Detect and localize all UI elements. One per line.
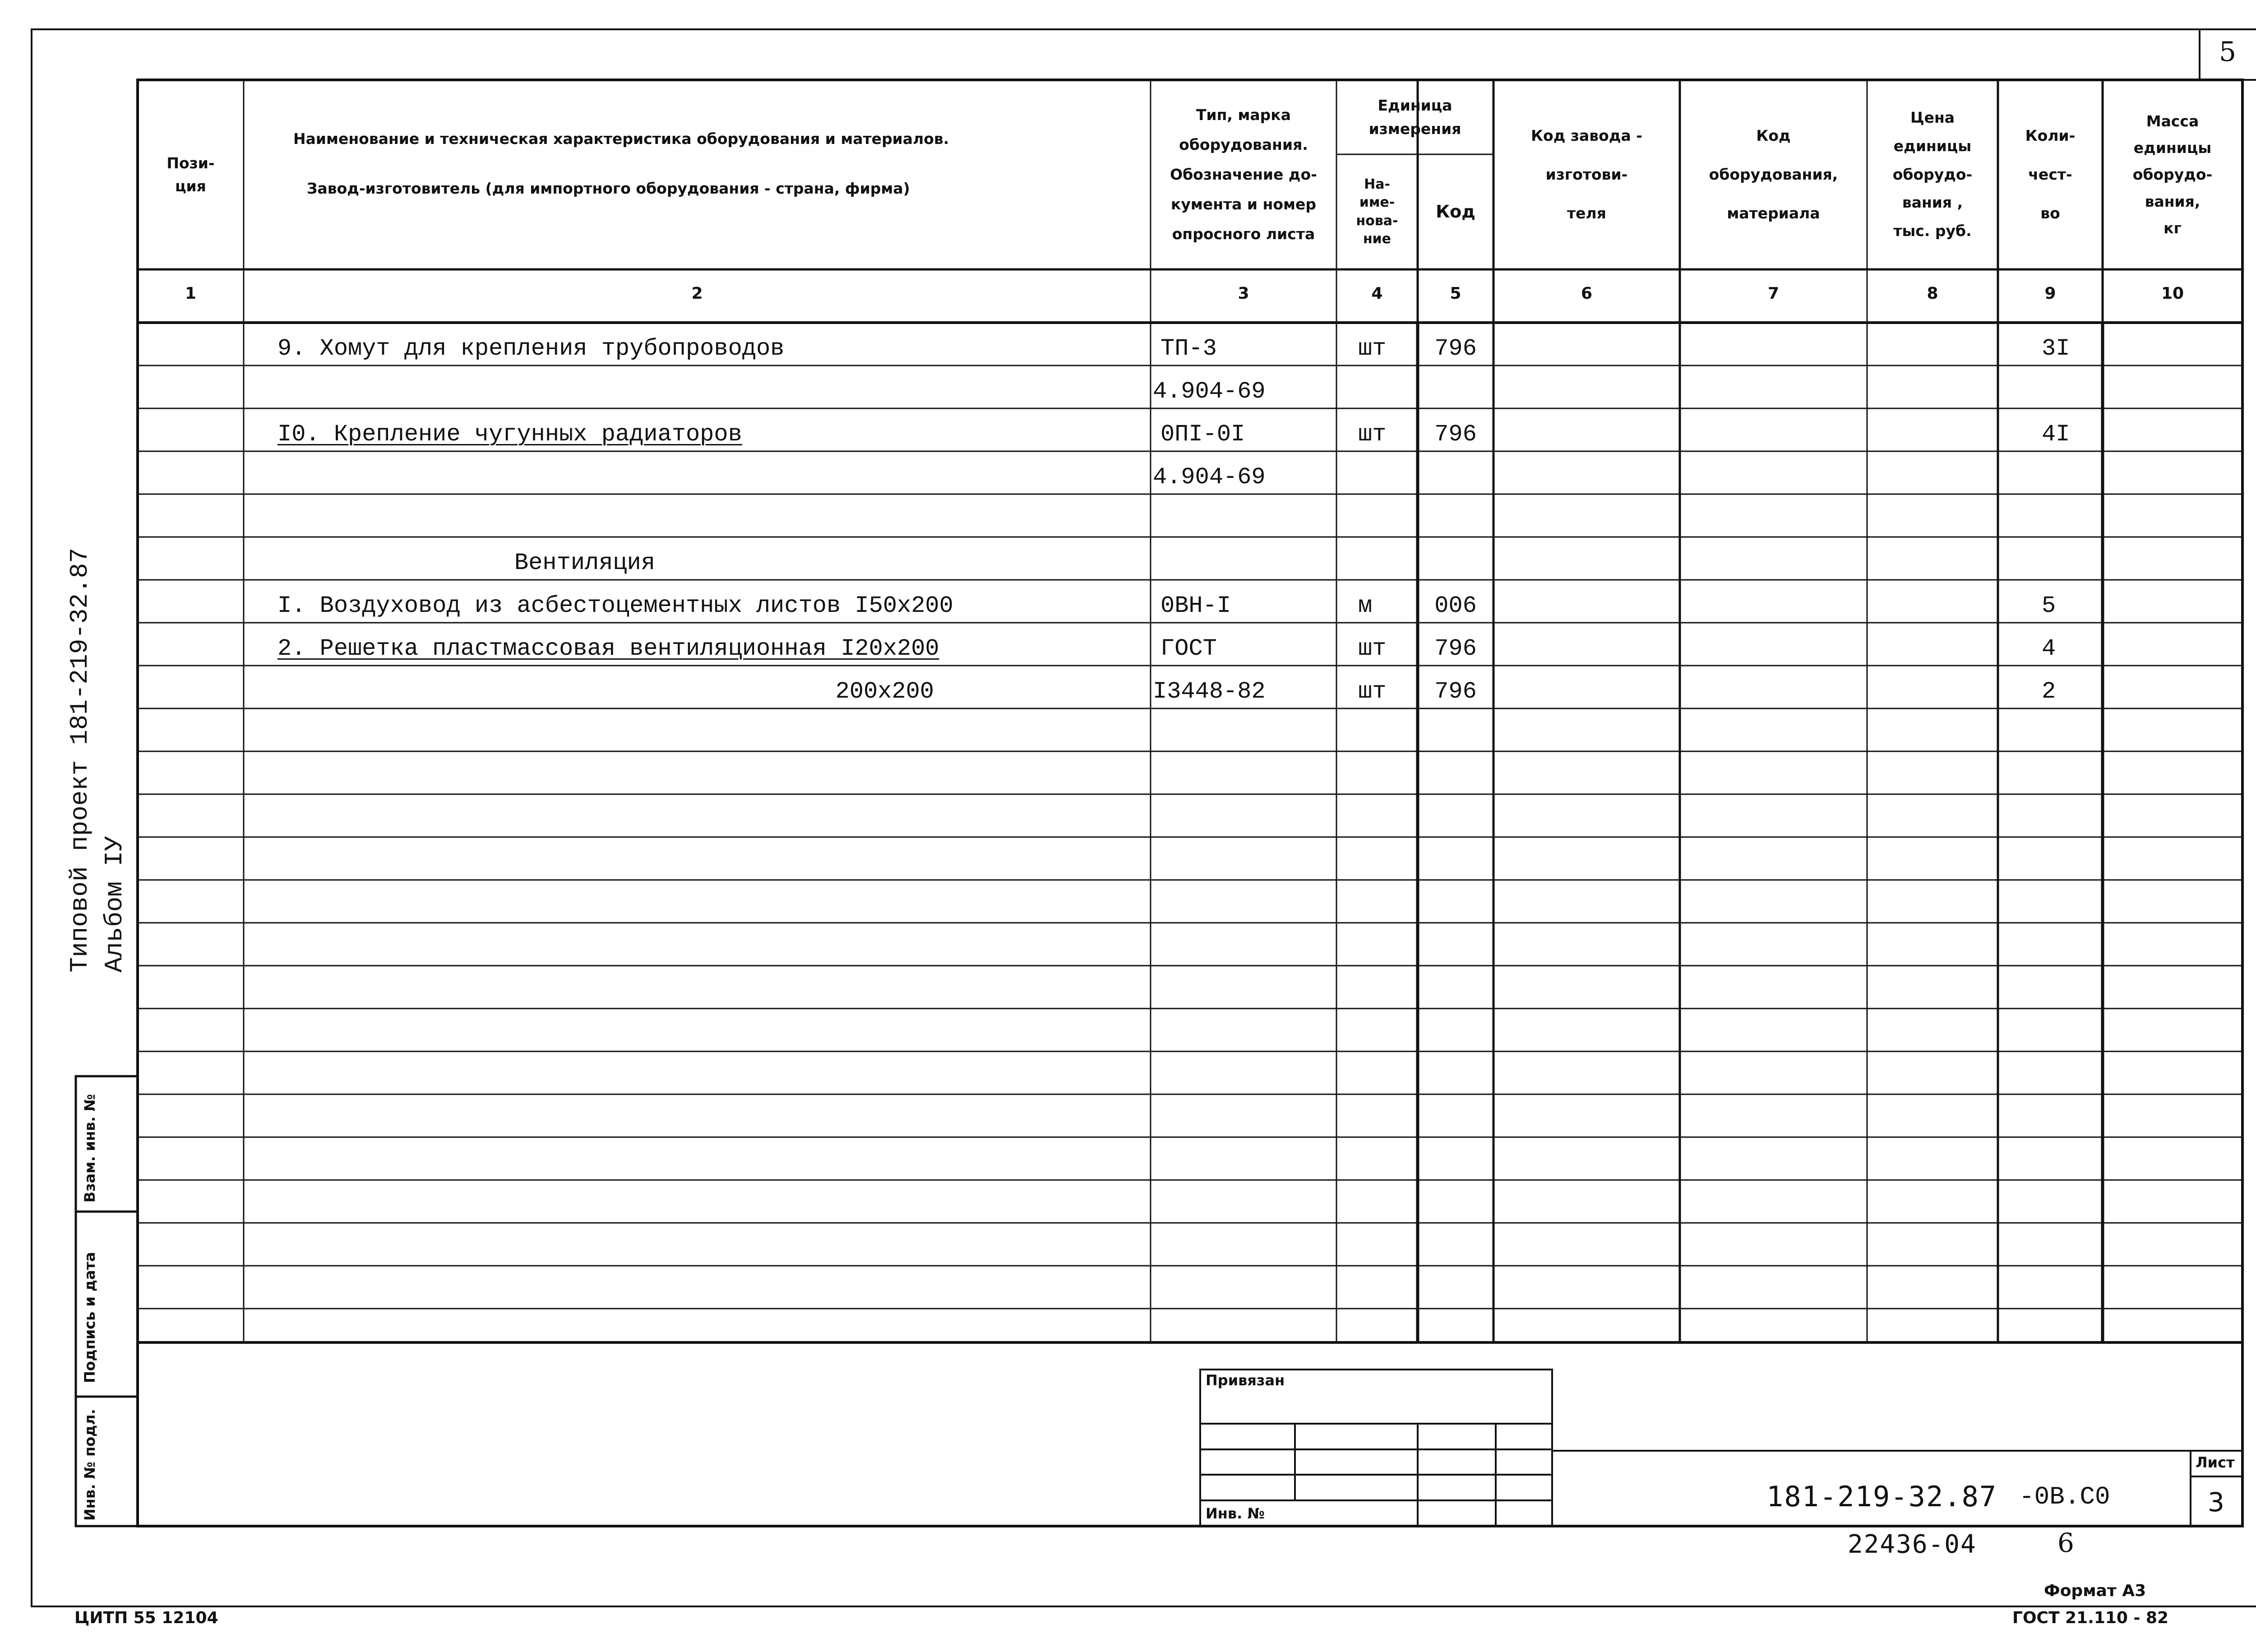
row-type: 0ПI-0I bbox=[1160, 421, 1245, 448]
row-type: ГОСТ bbox=[1160, 635, 1217, 662]
archive-code: 22436-04 bbox=[1848, 1530, 1977, 1559]
column-number: 9 bbox=[2044, 284, 2056, 303]
project-title: Типовой проект 181-219-32.87 bbox=[65, 548, 94, 972]
stamp-signature-date: Подпись и дата bbox=[81, 1252, 98, 1383]
row-quantity: 3I bbox=[2042, 335, 2070, 362]
row-unit: м bbox=[1358, 592, 1373, 619]
header-position: Пози- ция bbox=[166, 154, 215, 195]
list-label: Лист bbox=[2196, 1454, 2235, 1471]
row-unit-code: 796 bbox=[1434, 635, 1477, 662]
row-name: 200x200 bbox=[835, 678, 934, 705]
row-type: 4.904-69 bbox=[1153, 378, 1266, 405]
row-quantity: 2 bbox=[2042, 678, 2056, 705]
row-unit-code: 006 bbox=[1434, 592, 1477, 619]
header-unit-name: На- име- нова- ние bbox=[1356, 176, 1398, 247]
header-quantity: Коли- чест- во bbox=[2025, 127, 2076, 222]
stamp-replaced-inv: Взам. инв. № bbox=[81, 1094, 98, 1203]
row-unit: шт bbox=[1358, 335, 1387, 362]
row-name: I. Воздуховод из асбестоцементных листов I50x200 bbox=[277, 592, 953, 619]
format-label: Формат А3 bbox=[2044, 1582, 2146, 1600]
inv-no-label: Инв. № bbox=[1206, 1505, 1265, 1522]
header-type-mark: Тип, марка оборудования. Обозначение до- кумента и номер опросного листа bbox=[1170, 106, 1317, 243]
column-number: 4 bbox=[1371, 284, 1383, 303]
list-number: 3 bbox=[2208, 1487, 2224, 1518]
header-unit-mass: Масса единицы оборудо- вания, кг bbox=[2132, 112, 2213, 237]
header-factory-code: Код завода - изготови- теля bbox=[1531, 127, 1642, 222]
row-name: 2. Решетка пластмассовая вентиляционная I20x200 bbox=[277, 635, 939, 662]
row-type: I3448-82 bbox=[1153, 678, 1266, 705]
privyazan-label: Привязан bbox=[1206, 1372, 1285, 1389]
header-name-line1: Наименование и техническая характеристика оборудования и материалов. bbox=[293, 130, 949, 148]
column-number: 10 bbox=[2161, 284, 2184, 303]
column-number: 7 bbox=[1767, 284, 1780, 303]
row-unit: шт bbox=[1358, 678, 1387, 705]
row-type: ТП-3 bbox=[1160, 335, 1217, 362]
archive-sheet: 6 bbox=[2057, 1527, 2074, 1558]
column-number: 2 bbox=[691, 284, 703, 303]
document-code: 181-219-32.87 bbox=[1766, 1480, 1997, 1513]
header-name-line2: Завод-изготовитель (для импортного оборудования - страна, фирма) bbox=[307, 180, 910, 197]
row-unit-code: 796 bbox=[1434, 678, 1477, 705]
album-title: Альбом IУ bbox=[100, 836, 129, 972]
row-name: Вентиляция bbox=[514, 550, 656, 576]
row-type: 4.904-69 bbox=[1153, 464, 1266, 491]
column-number: 8 bbox=[1927, 284, 1938, 303]
header-unit-code: Код bbox=[1436, 202, 1475, 222]
document-suffix: -0В.С0 bbox=[2019, 1482, 2110, 1511]
row-name: 9. Хомут для крепления трубопроводов bbox=[277, 335, 785, 362]
column-number: 3 bbox=[1238, 284, 1249, 303]
column-number: 5 bbox=[1450, 284, 1461, 303]
header-unit-group: Единица измерения bbox=[1368, 97, 1461, 138]
stamp-original-inv: Инв. № подл. bbox=[81, 1409, 98, 1521]
row-quantity: 4 bbox=[2042, 635, 2056, 662]
printer-code: ЦИТП 55 12104 bbox=[74, 1609, 218, 1627]
row-unit: шт bbox=[1358, 421, 1387, 448]
row-name: I0. Крепление чугунных радиаторов bbox=[277, 421, 742, 448]
row-unit-code: 796 bbox=[1434, 335, 1477, 362]
column-number: 1 bbox=[185, 284, 197, 303]
header-equipment-code: Код оборудования, материала bbox=[1709, 127, 1838, 222]
row-type: 0ВН-I bbox=[1160, 592, 1231, 619]
column-number: 6 bbox=[1581, 284, 1593, 303]
sheet-number: 5 bbox=[2219, 36, 2237, 68]
row-unit: шт bbox=[1358, 635, 1387, 662]
row-quantity: 4I bbox=[2042, 421, 2070, 448]
gost-label: ГОСТ 21.110 - 82 bbox=[2012, 1609, 2169, 1627]
row-unit-code: 796 bbox=[1434, 421, 1477, 448]
row-quantity: 5 bbox=[2042, 592, 2056, 619]
header-unit-price: Цена единицы оборудо- вания , тыс. руб. bbox=[1892, 109, 1973, 240]
